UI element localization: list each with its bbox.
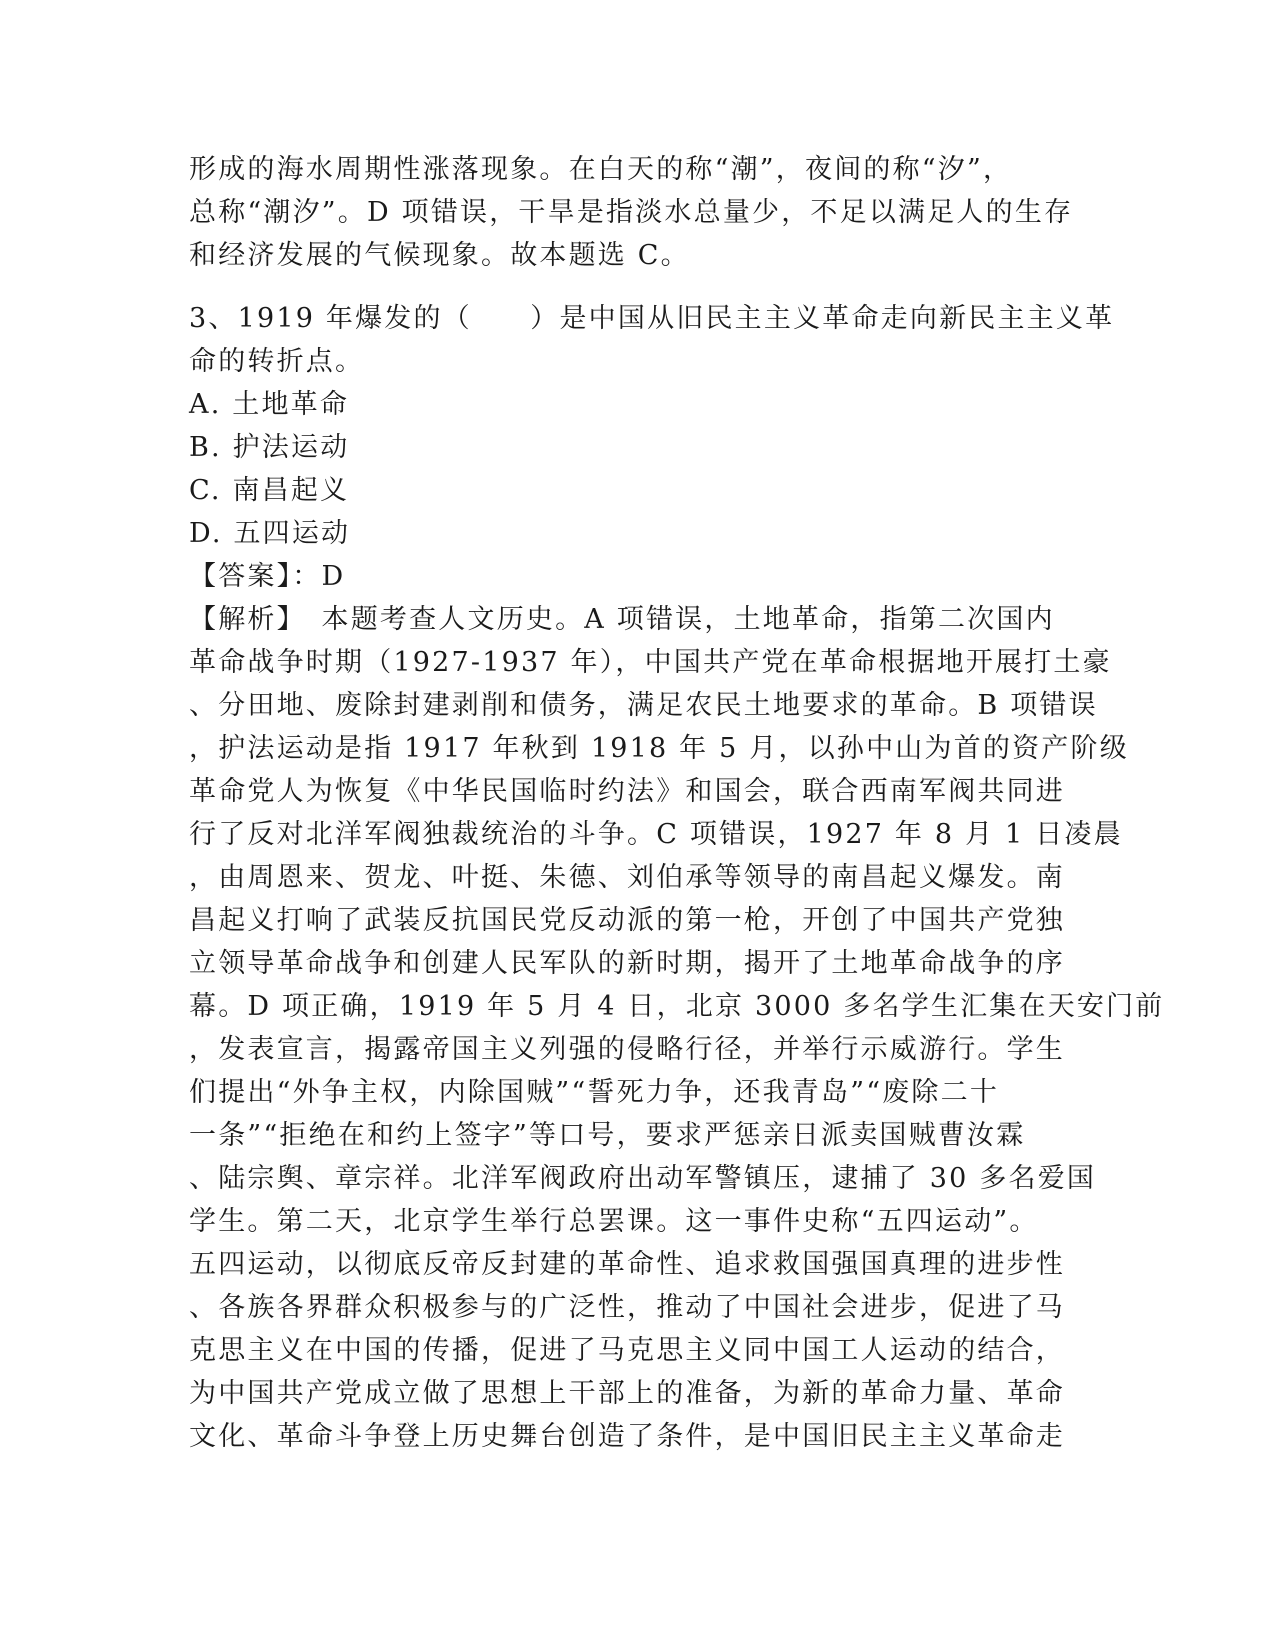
explanation-line: ，护法运动是指 1917 年秋到 1918 年 5 月，以孙中山为首的资产阶级 bbox=[189, 733, 1129, 764]
option-list bbox=[189, 383, 1089, 555]
text-line: 形成的海水周期性涨落现象。在白天的称“潮”，夜间的称“汐”， bbox=[189, 154, 1013, 185]
option-b: B. 护法运动 bbox=[189, 432, 350, 463]
question-stem bbox=[189, 297, 1115, 383]
explanation-line: 【解析】 本题考查人文历史。A 项错误，土地革命，指第二次国内 bbox=[189, 604, 1055, 635]
option-a: A. 土地革命 bbox=[189, 389, 350, 420]
explanation-line: 一条”“拒绝在和约上签字”等口号，要求严惩亲日派卖国贼曹汝霖 bbox=[189, 1120, 1026, 1151]
explanation-line: 学生。第二天，北京学生举行总罢课。这一事件史称“五四运动”。 bbox=[189, 1206, 1039, 1237]
explanation-line: 立领导革命战争和创建人民军队的新时期，揭开了土地革命战争的序 bbox=[189, 948, 1065, 979]
explanation-line: 行了反对北洋军阀独裁统治的斗争。C 项错误，1927 年 8 月 1 日凌晨 bbox=[189, 819, 1123, 850]
paragraph-gap bbox=[189, 277, 1089, 297]
answer-line: 【答案】：D bbox=[189, 561, 346, 592]
option-c: C. 南昌起义 bbox=[189, 475, 350, 506]
explanation-line: 昌起义打响了武装反抗国民党反动派的第一枪，开创了中国共产党独 bbox=[189, 905, 1065, 936]
question-stem-line: 3、1919 年爆发的（ ）是中国从旧民主主义革命走向新民主主义革 bbox=[189, 303, 1115, 334]
explanation-line: 克思主义在中国的传播，促进了马克思主义同中国工人运动的结合， bbox=[189, 1335, 1065, 1366]
option-d: D. 五四运动 bbox=[189, 518, 351, 549]
document-page bbox=[189, 148, 1165, 1458]
explanation-line: 文化、革命斗争登上历史舞台创造了条件，是中国旧民主主义革命走 bbox=[189, 1421, 1065, 1452]
explanation-line: 革命党人为恢复《中华民国临时约法》和国会，联合西南军阀共同进 bbox=[189, 776, 1065, 807]
explanation-line: 幕。D 项正确，1919 年 5 月 4 日，北京 3000 多名学生汇集在天安门前 bbox=[189, 991, 1165, 1022]
text-line: 总称“潮汐”。D 项错误，干旱是指淡水总量少，不足以满足人的生存 bbox=[189, 197, 1074, 228]
previous-explanation-tail bbox=[189, 148, 1089, 277]
explanation-line: 为中国共产党成立做了思想上干部上的准备，为新的革命力量、革命 bbox=[189, 1378, 1065, 1409]
explanation-line: 革命战争时期（1927-1937 年），中国共产党在革命根据地开展打土豪 bbox=[189, 647, 1112, 678]
text-line: 和经济发展的气候现象。故本题选 C。 bbox=[189, 240, 690, 271]
explanation-line: ，由周恩来、贺龙、叶挺、朱德、刘伯承等领导的南昌起义爆发。南 bbox=[189, 862, 1065, 893]
question-stem-line: 命的转折点。 bbox=[189, 346, 365, 377]
explanation-line: 们提出“外争主权，内除国贼”“誓死力争，还我青岛”“废除二十 bbox=[189, 1077, 1000, 1108]
explanation-line: 五四运动，以彻底反帝反封建的革命性、追求救国强国真理的进步性 bbox=[189, 1249, 1065, 1280]
explanation bbox=[189, 598, 1165, 1458]
explanation-line: 、分田地、废除封建剥削和债务，满足农民土地要求的革命。B 项错误 bbox=[189, 690, 1098, 721]
explanation-line: ，发表宣言，揭露帝国主义列强的侵略行径，并举行示威游行。学生 bbox=[189, 1034, 1065, 1065]
explanation-line: 、陆宗舆、章宗祥。北洋军阀政府出动军警镇压，逮捕了 30 多名爱国 bbox=[189, 1163, 1097, 1194]
explanation-line: 、各族各界群众积极参与的广泛性，推动了中国社会进步，促进了马 bbox=[189, 1292, 1065, 1323]
question-3 bbox=[189, 297, 1165, 1458]
